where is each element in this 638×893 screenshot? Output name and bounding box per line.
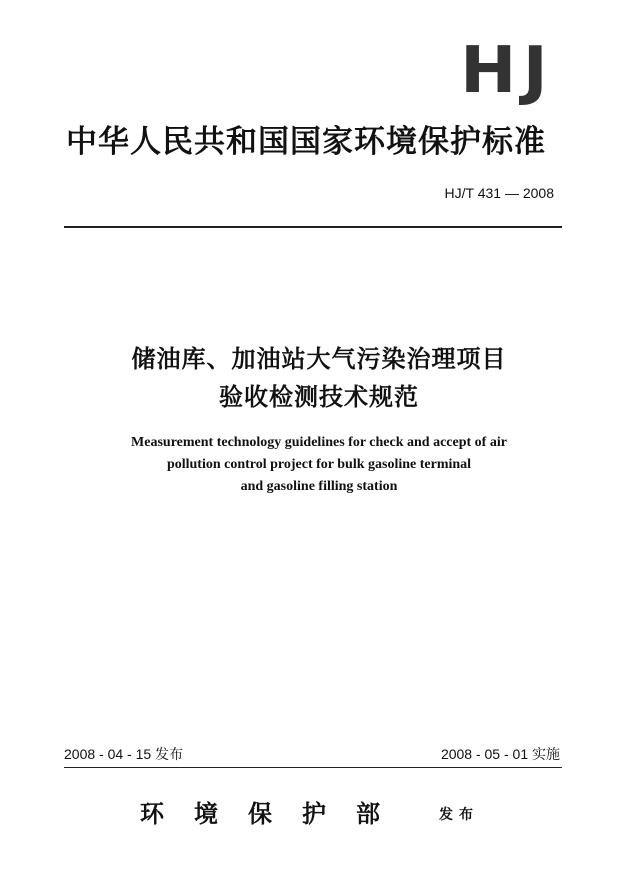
title-en-line-2: pollution control project for bulk gasoline terminal: [166, 457, 472, 472]
issuer-name: 环境保护部: [140, 799, 410, 828]
header-divider: [64, 226, 562, 228]
issuer-suffix: 发布: [439, 807, 479, 823]
implementation-date: 2008 - 05 - 01 实施: [440, 746, 560, 762]
title-en-line-3: and gasoline filling station: [240, 479, 398, 494]
title-cn-line-1: 储油库、加油站大气污染治理项目: [131, 345, 507, 373]
title-cn-line-2: 验收检测技术规范: [219, 383, 419, 411]
footer-divider: [64, 767, 562, 768]
issue-date: 2008 - 04 - 15 发布: [64, 746, 184, 762]
national-standard-title: 中华人民共和国国家环境保护标准: [66, 124, 546, 160]
title-en-line-1: Measurement technology guidelines for check and accept of air: [131, 435, 507, 450]
standard-number: HJ/T 431 — 2008: [444, 185, 554, 201]
hj-logo: HJ: [460, 34, 554, 108]
